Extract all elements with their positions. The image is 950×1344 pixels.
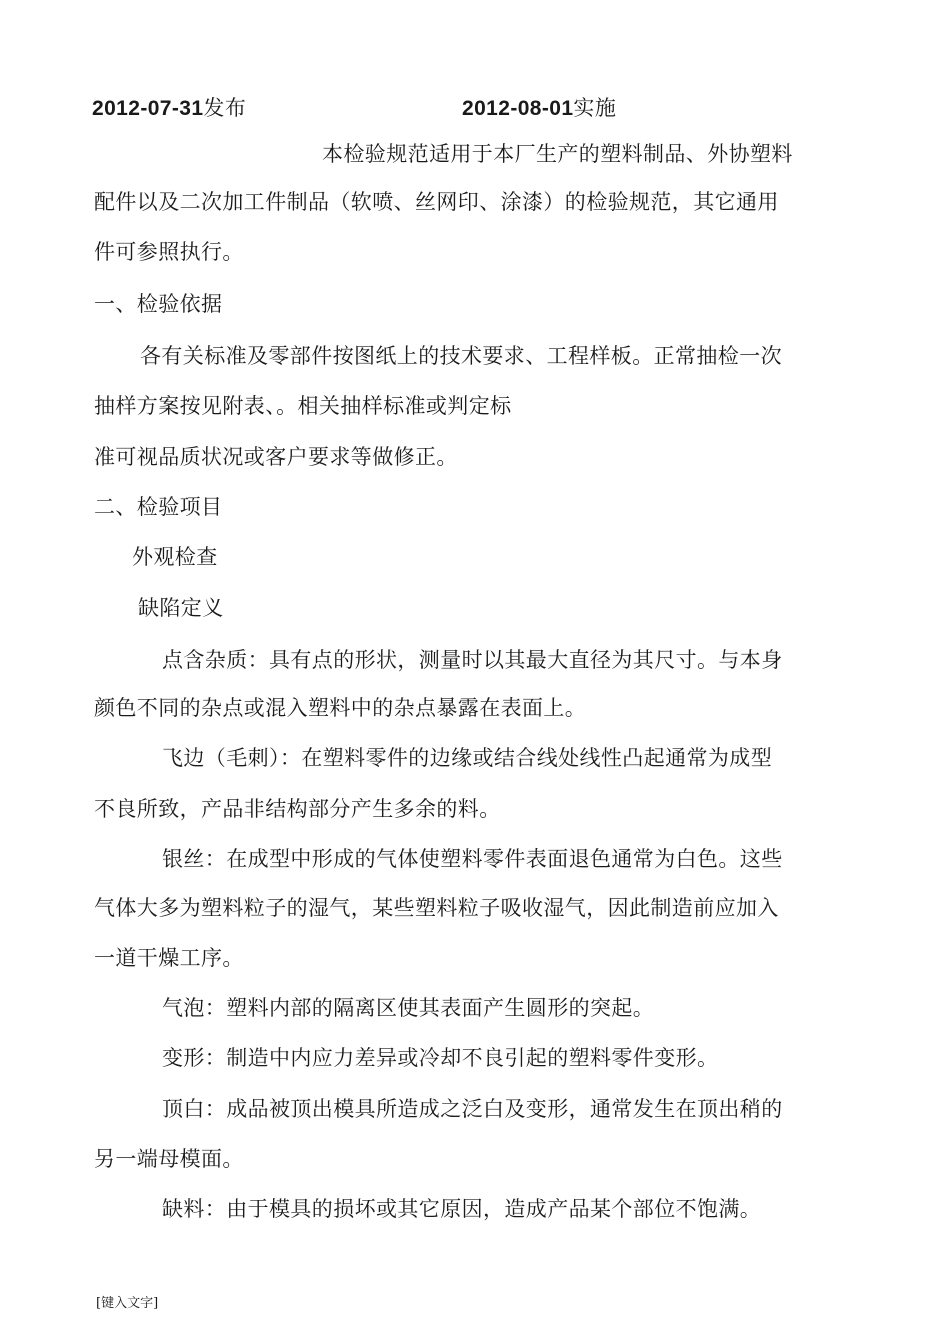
defect-flash-line-1: 飞边（毛刺）：在塑料零件的边缘或结合线处线性凸起通常为成型 <box>162 746 773 770</box>
section1-heading: 一、检验依据 <box>94 292 223 316</box>
publish-date-line <box>92 94 246 123</box>
intro-line-2: 配件以及二次加工件制品（软喷、丝网印、涂漆）的检验规范，其它通用 <box>94 190 779 214</box>
publish-label: 发布 <box>203 96 247 120</box>
intro-line-1: 本检验规范适用于本厂生产的塑料制品、外协塑料 <box>322 142 793 166</box>
defect-deform-line-1: 变形：制造中内应力差异或冷却不良引起的塑料零件变形。 <box>162 1046 719 1070</box>
intro-line-3: 件可参照执行。 <box>94 240 244 264</box>
section1-line-1: 各有关标准及零部件按图纸上的技术要求、工程样板。正常抽检一次 <box>140 344 782 368</box>
publish-date: 2012-07-31 <box>92 97 204 120</box>
defect-silver-line-2: 气体大多为塑料粒子的湿气，某些塑料粒子吸收湿气，因此制造前应加入 <box>94 896 779 920</box>
defect-flash-line-2: 不良所致，产品非结构部分产生多余的料。 <box>94 797 501 821</box>
footer-placeholder[interactable]: [键入文字] <box>96 1296 159 1311</box>
defect-bubble-line-1: 气泡：塑料内部的隔离区使其表面产生圆形的突起。 <box>162 996 655 1020</box>
defect-ejector-line-1: 顶白：成品被顶出模具所造成之泛白及变形，通常发生在顶出稍的 <box>162 1097 783 1121</box>
defect-ejector-line-2: 另一端母模面。 <box>94 1147 244 1171</box>
section2-heading: 二、检验项目 <box>94 495 223 519</box>
defect-silver-line-3: 一道干燥工序。 <box>94 946 244 970</box>
section1-line-3: 准可视品质状况或客户要求等做修正。 <box>94 445 458 469</box>
effective-label: 实施 <box>573 96 617 120</box>
effective-date-line <box>462 94 616 123</box>
effective-date: 2012-08-01 <box>462 97 574 120</box>
section2-sub-appearance: 外观检查 <box>132 545 218 569</box>
defect-impurity-line-1: 点含杂质：具有点的形状，测量时以其最大直径为其尺寸。与本身 <box>162 648 783 672</box>
defect-shortshot-line-1: 缺料：由于模具的损坏或其它原因，造成产品某个部位不饱满。 <box>162 1197 762 1221</box>
section2-sub-defects: 缺陷定义 <box>138 596 224 620</box>
defect-silver-line-1: 银丝：在成型中形成的气体使塑料零件表面退色通常为白色。这些 <box>162 847 783 871</box>
defect-impurity-line-2: 颜色不同的杂点或混入塑料中的杂点暴露在表面上。 <box>94 696 587 720</box>
section1-line-2: 抽样方案按见附表、。相关抽样标准或判定标 <box>94 394 512 418</box>
